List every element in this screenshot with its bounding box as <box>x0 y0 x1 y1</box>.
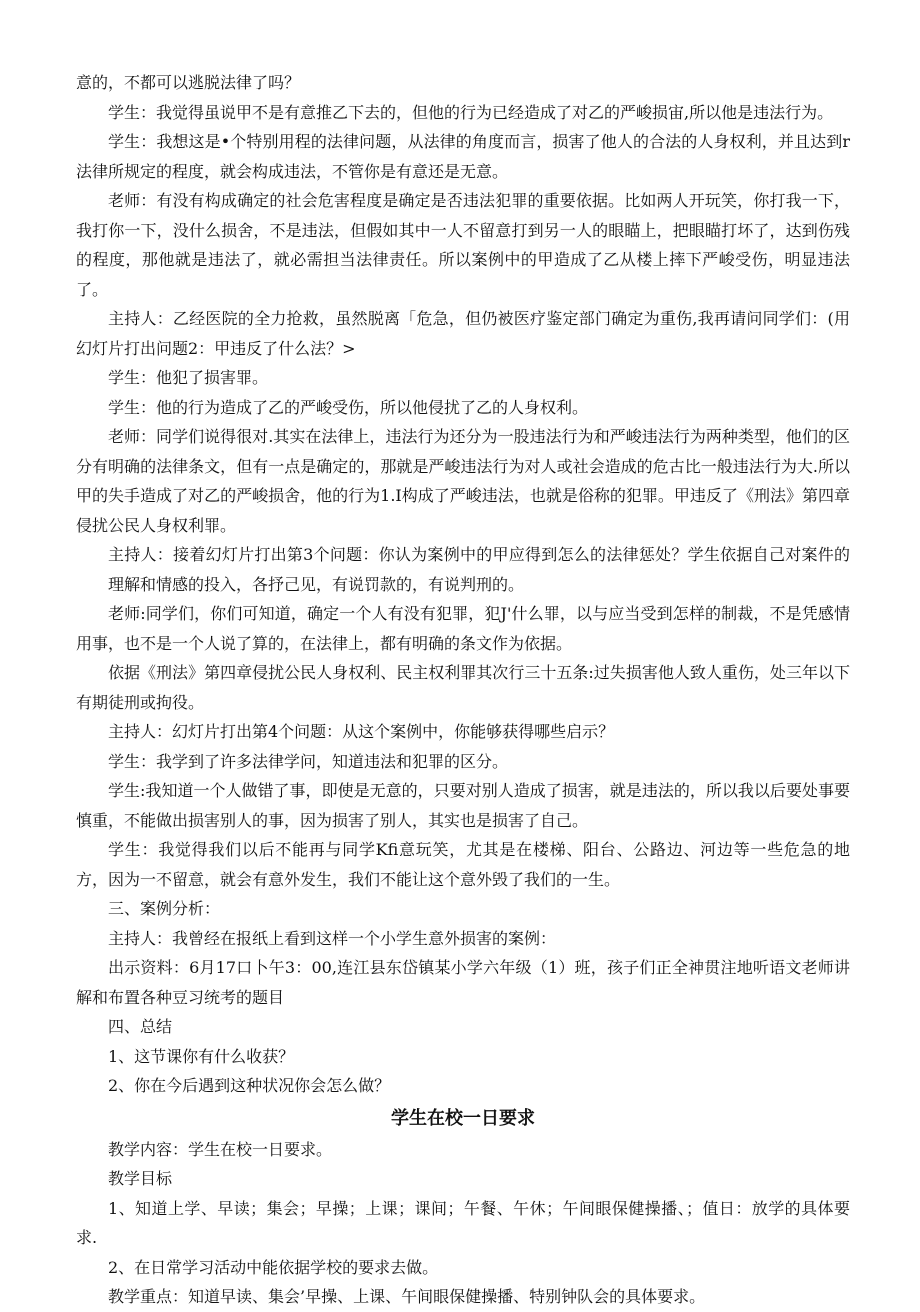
section-heading-summary: 四、总结 <box>108 1017 173 1036</box>
paragraph-15: 学生：我觉得我们以后不能再与同学Kfi意玩笑，尤其是在楼梯、阳台、公路边、河边等一些危急的地方，因为一不留意，就会有意外发生，我们不能让这个意外毁了我们的一生。 <box>76 840 850 889</box>
paragraph-3: 学生：我想这是•个特别用程的法律问题，从法律的角度而言，损害了他人的合法的人身权利，并且达到r法律所规定的程度，就会构成违法，不管你是有意还是无意。 <box>76 132 850 181</box>
paragraph-7: 学生：他的行为造成了乙的严峻受伤，所以他侵扰了乙的人身权利。 <box>108 397 589 417</box>
lesson-plan <box>76 1135 850 1312</box>
paragraph-2: 学生：我觉得虽说甲不是有意推乙下去的，但他的行为已经造成了对乙的严峻损宙,所以他是违法行为。 <box>108 102 834 122</box>
paragraph-1: 意的，不都可以逃脱法律了吗？ <box>76 73 301 92</box>
paragraph-13: 学生：我学到了许多法律学问，知道违法和犯罪的区分。 <box>108 751 509 771</box>
paragraph-8: 老师：同学们说得很对.其实在法律上，违法行为还分为一股违法行为和严峻违法行为两种类型，他们的区分有明确的法律条文，但有一点是确定的，那就是严峻违法行为对人或社会造成的危古比一般违法行为大.所以甲的失手造成了对乙的严峻损舍，他的行为1.I构成了严峻违法，也就是俗称的犯罪。甲违反了《刑法》第四章侵扰公民人身权利罪。 <box>76 427 850 535</box>
paragraph-10: 老师:同学们，你们可知道，确定一个人有没有犯罪，犯J'什么罪，以与应当受到怎样的制裁，不是凭感情用事，也不是一个人说了算的，在法律上，都有明确的条文作为依据。 <box>76 604 850 653</box>
paragraph-6: 学生：他犯了损害罪。 <box>108 368 269 387</box>
paragraph-17: 主持人：我曾经在报纸上看到这样一个小学生意外损害的案例： <box>108 928 557 948</box>
section-heading-case-analysis: 三、案例分析： <box>108 899 221 918</box>
lesson-discussion <box>76 68 850 1101</box>
paragraph-11: 依据《刑法》第四章侵扰公民人身权利、民主权利罪其次行三十五条:过失损害他人致人重伤，处三年以下有期徒刑或拘役。 <box>76 663 850 712</box>
teaching-goal-2: 2、在日常学习活动中能依据学校的要求去做。 <box>108 1257 439 1277</box>
teaching-focus: 教学重点：知道早读、集会’早操、上课、午间眼保健操播、特别钟队会的具体要求。 <box>108 1287 706 1306</box>
paragraph-14: 学生:我知道一个人做错了事，即使是无意的，只要对别人造成了损害，就是违法的，所以我以后要处事要慎重，不能做出损害别人的事，因为损害了别人，其实也是损害了自己。 <box>76 781 850 830</box>
teaching-content: 教学内容：学生在校一日要求。 <box>108 1139 333 1159</box>
paragraph-4: 老师：有没有构成确定的社会危害程度是确定是否违法犯罪的重要依据。比如两人开玩笑，你打我一下，我打你一下，没什么损舍，不是违法，但假如其中一人不留意打到另一人的眼瞄上，把眼瞄打坏了，达到伤残的程度，那他就是违法了，就必需担当法律责任。所以案例中的甲造成了乙从楼上摔下严峻受伤，明显违法了。 <box>76 191 850 299</box>
summary-item-2: 2、你在今后遇到这种状况你会怎么做？ <box>108 1076 391 1095</box>
teaching-goal-1: 1、知道上学、早读；集会；早操；上课；课间；午餐、午休；午间眼保健操播、；值日：放学的具体要求. <box>76 1198 850 1247</box>
teaching-goals-heading: 教学目标 <box>108 1169 173 1188</box>
paragraph-12: 主持人：幻灯片打出第4个问题：从这个案例中，你能够获得哪些启示？ <box>108 722 615 741</box>
paragraph-18: 出示资料：6月17口卜午3：00,连江县东岱镇某小学六年级（1）班，孩子们正全神贯注地听语文老师讲解和布置各种豆习统考的题目 <box>76 958 850 1007</box>
paragraph-9: 主持人：接着幻灯片打出第3个问题：你认为案例中的甲应得到怎么的法律惩处？学生依据自己对案件的理解和情感的投入，各抒己见，有说罚款的，有说判刑的。 <box>108 545 850 594</box>
summary-item-1: 1、这节课你有什么收获？ <box>108 1046 295 1066</box>
paragraph-5: 主持人：乙经医院的全力抢救，虽然脱离「危急，但仍被医疗鉴定部门确定为重伤,我再请问同学们：(用幻灯片打出问题2：甲违反了什么法？> <box>76 309 850 358</box>
section-title: 学生在校一日要求 <box>391 1107 535 1129</box>
